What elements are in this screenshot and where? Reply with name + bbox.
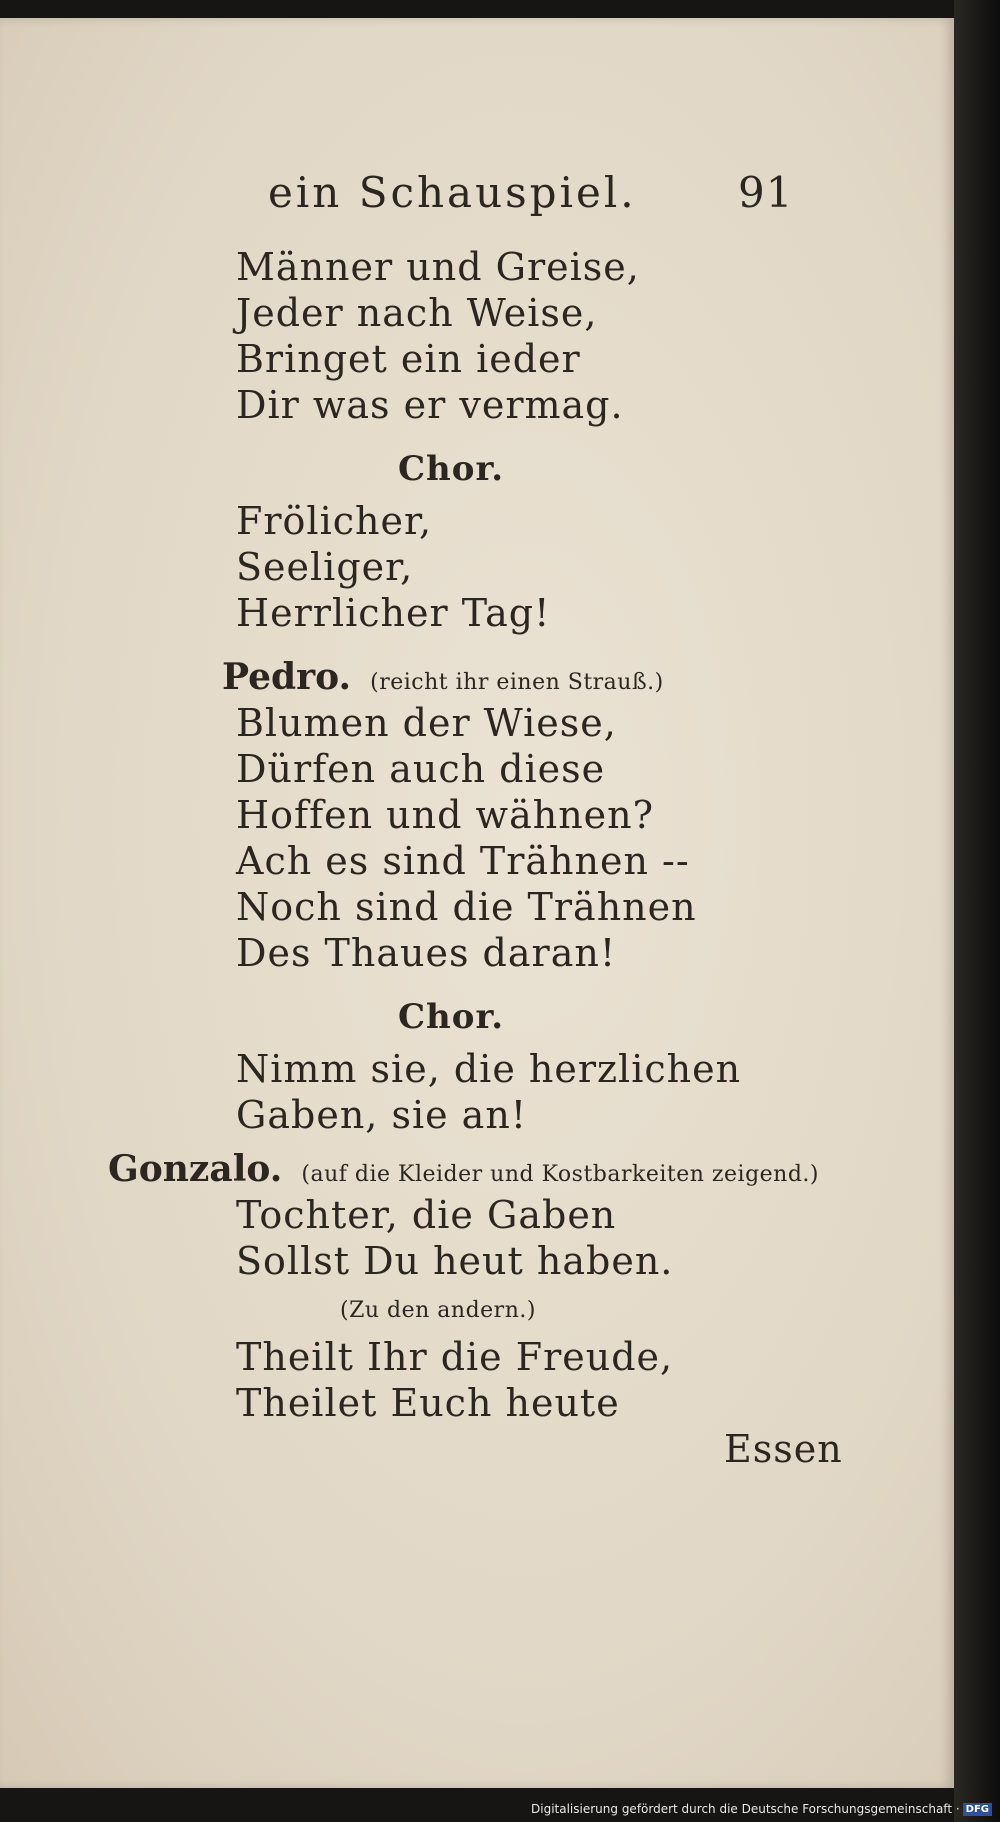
verse-line: Ach es sind Trähnen -- [236,839,690,883]
catchword: Essen [724,1427,843,1471]
verse-line: Gaben, sie an! [236,1093,528,1137]
stage-direction: (reicht ihr einen Strauß.) [370,670,664,695]
verse-line: Hoffen und wähnen? [236,793,655,837]
digitization-credit [531,1802,992,1816]
chorus-heading: Chor. [398,449,505,489]
speaker-line-pedro [222,656,664,698]
page-number: 91 [738,168,794,217]
running-title: ein Schauspiel. [268,168,637,217]
stage-direction: (auf die Kleider und Kostbarkeiten zeigend.) [301,1162,820,1187]
verse-line: Frölicher, [236,499,433,543]
verse-line: Bringet ein ieder [236,337,581,381]
verse-line: Männer und Greise, [236,245,640,289]
verse-line: Tochter, die Gaben [236,1193,617,1237]
verse-line: Blumen der Wiese, [236,701,617,745]
verse-line: Theilt Ihr die Freude, [236,1335,674,1379]
speaker-line-gonzalo [108,1148,819,1190]
verse-line: Jeder nach Weise, [236,291,598,335]
verse-line: Nimm sie, die herzlichen [236,1047,742,1091]
verse-line: Herrlicher Tag! [236,591,551,635]
verse-line: Dürfen auch diese [236,747,606,791]
stage-direction: (Zu den andern.) [340,1298,536,1323]
speaker-name: Pedro. [222,656,352,698]
speaker-name: Gonzalo. [108,1148,283,1190]
verse-line: Theilet Euch heute [236,1381,620,1425]
verse-line: Des Thaues daran! [236,931,617,975]
verse-line: Dir was er vermag. [236,383,624,427]
book-edge [954,0,1000,1822]
verse-line: Noch sind die Trähnen [236,885,697,929]
credit-text: Digitalisierung gefördert durch die Deutsche Forschungsgemeinschaft · [531,1802,960,1816]
chorus-heading: Chor. [398,997,505,1037]
dfg-logo-icon: DFG [963,1803,992,1816]
verse-line: Sollst Du heut haben. [236,1239,674,1283]
verse-line: Seeliger, [236,545,414,589]
